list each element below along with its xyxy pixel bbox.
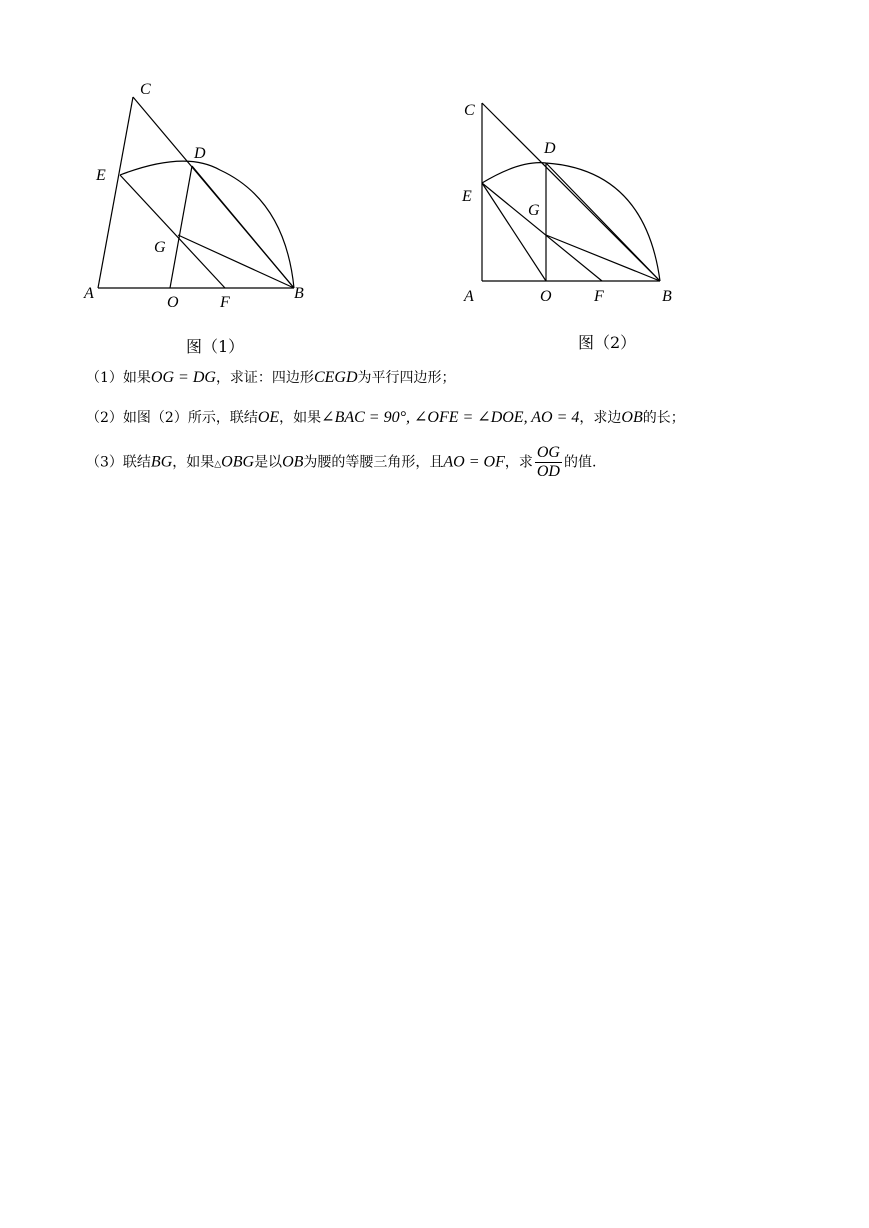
fraction-denominator: OD: [536, 463, 560, 480]
arc-EDB: [482, 163, 660, 281]
segment-EO: [482, 183, 546, 281]
q1-mid: ，求证：四边形: [215, 370, 314, 386]
q3-mid3: 为腰的等腰三角形，且: [303, 454, 444, 471]
figure-2-caption: 图（2）: [578, 333, 637, 352]
figure-1-diagram: [70, 70, 340, 320]
figure-2: [450, 85, 690, 315]
q2-math-oe: OE: [257, 409, 280, 426]
label-O: O: [167, 294, 179, 311]
segment-CB: [482, 103, 660, 281]
q3-math-ob: OB: [282, 453, 304, 471]
segment-AC: [98, 97, 133, 288]
q3-math-bg: BG: [150, 453, 173, 471]
label-A: A: [84, 285, 94, 302]
figure-1: [70, 70, 340, 320]
q2-prefix: （2）如图（2）所示，联结: [86, 410, 258, 426]
triangle-symbol: △: [214, 459, 222, 470]
label-D: D: [544, 140, 556, 157]
segment-EF: [482, 183, 602, 281]
label-B: B: [294, 285, 304, 302]
q3-math-ao-of: AO = OF: [443, 453, 505, 471]
q3-mid4: ，求: [504, 454, 533, 471]
label-C: C: [464, 102, 475, 119]
label-G: G: [154, 239, 166, 256]
q1-math-cegd: CEGD: [313, 369, 358, 386]
label-F: F: [220, 294, 230, 311]
fraction-numerator: OG: [536, 444, 560, 461]
segment-GB: [546, 235, 660, 281]
question-1: [86, 368, 456, 388]
label-E: E: [462, 188, 472, 205]
q3-prefix: （3）联结: [86, 454, 151, 471]
label-G: G: [528, 202, 540, 219]
q3-mid2: 是以: [254, 454, 283, 471]
fraction-og-od: [535, 444, 562, 481]
label-A: A: [464, 288, 474, 305]
label-C: C: [140, 81, 151, 98]
segment-GB: [178, 235, 294, 288]
question-3: [86, 444, 596, 481]
q3-math-obg: OBG: [221, 453, 255, 471]
q2-suffix: 的长；: [642, 410, 685, 426]
q3-mid: ，如果: [172, 454, 215, 471]
q1-prefix: （1）如果: [86, 370, 151, 386]
q2-mid: ，如果: [279, 410, 322, 426]
q2-math-conditions: ∠BAC = 90°, ∠OFE = ∠DOE, AO = 4: [321, 409, 580, 426]
q2-math-ob: OB: [621, 409, 643, 426]
q1-math-og-dg: OG = DG: [150, 369, 216, 386]
q1-suffix: 为平行四边形；: [357, 370, 456, 386]
label-F: F: [594, 288, 604, 305]
figure-1-caption: 图（1）: [186, 337, 245, 356]
label-E: E: [96, 167, 106, 184]
segment-OD: [170, 166, 192, 288]
label-B: B: [662, 288, 672, 305]
q2-mid2: ，求边: [579, 410, 622, 426]
figure-2-diagram: [450, 85, 690, 315]
question-2: [86, 408, 685, 428]
q3-suffix: 的值.: [563, 454, 597, 471]
label-D: D: [194, 145, 206, 162]
label-O: O: [540, 288, 552, 305]
